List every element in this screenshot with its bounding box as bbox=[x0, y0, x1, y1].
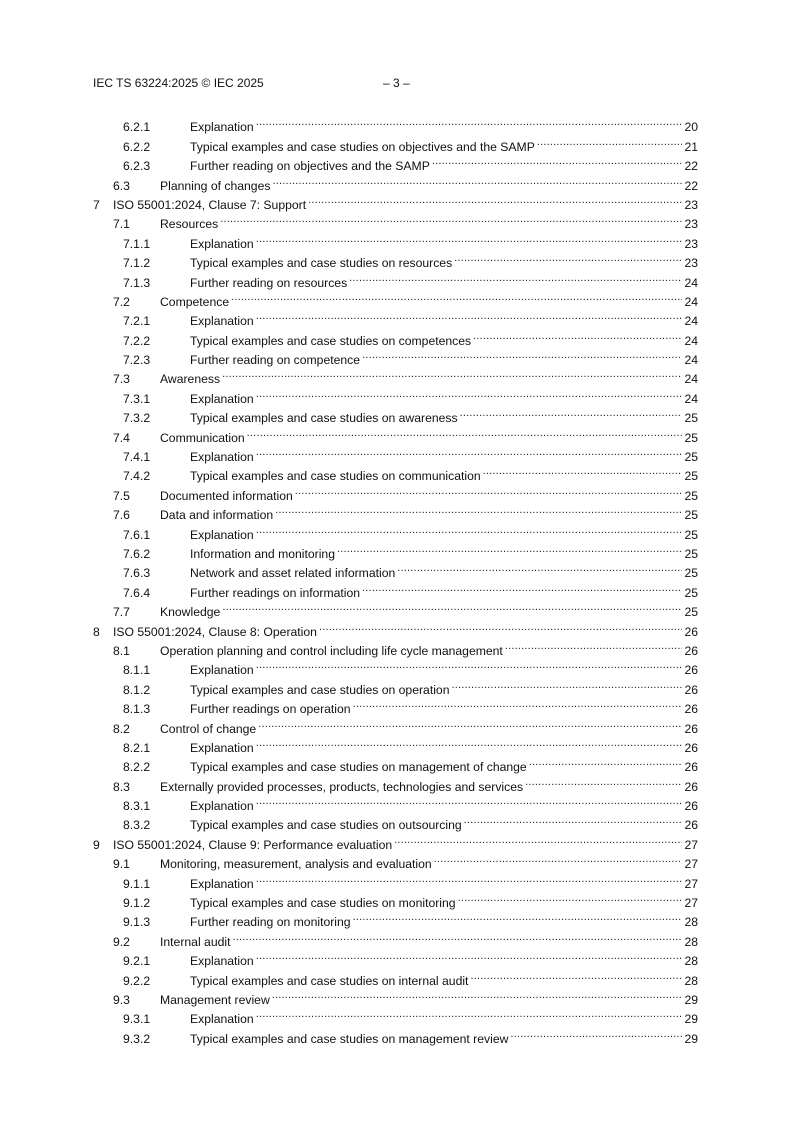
toc-entry-page: 27 bbox=[684, 837, 698, 852]
toc-entry-page: 28 bbox=[684, 934, 698, 949]
toc-entry-title: Knowledge bbox=[160, 605, 221, 620]
toc-entry-title: Information and monitoring bbox=[190, 546, 335, 561]
toc-entry-title: Externally provided processes, products, technologies and services bbox=[160, 779, 524, 794]
toc-leader-dots bbox=[483, 461, 683, 480]
toc-entry-number: 8.3.2 bbox=[123, 818, 151, 833]
toc-entry-title: Further reading on competence bbox=[190, 353, 361, 368]
toc-entry-page: 26 bbox=[684, 702, 698, 717]
toc-entry-title: Typical examples and case studies on competences bbox=[190, 333, 472, 348]
toc-entry-page: 23 bbox=[684, 197, 698, 212]
toc-entry-number: 9.3.1 bbox=[123, 1012, 151, 1027]
toc-entry-title: Further reading on objectives and the SAMP bbox=[190, 159, 430, 174]
toc-entry-title: Explanation bbox=[190, 799, 254, 814]
toc-leader-dots bbox=[222, 597, 682, 616]
toc-leader-dots bbox=[256, 228, 683, 247]
toc-entry-page: 26 bbox=[684, 799, 698, 814]
toc-entry-number: 9.2.2 bbox=[123, 973, 151, 988]
toc-entry-title: Further readings on operation bbox=[190, 702, 351, 717]
toc-entry-number: 7.1.3 bbox=[123, 275, 151, 290]
toc-entry-number: 9.1.3 bbox=[123, 915, 151, 930]
toc-entry-number: 8 bbox=[93, 624, 100, 639]
toc-entry-number: 7.4 bbox=[113, 430, 130, 445]
toc-leader-dots bbox=[349, 267, 682, 286]
toc-entry-number: 7 bbox=[93, 197, 100, 212]
page-number: – 3 – bbox=[383, 76, 410, 90]
toc-entry-title: Explanation bbox=[190, 740, 254, 755]
toc-entry-page: 25 bbox=[684, 508, 698, 523]
toc-leader-dots bbox=[460, 403, 683, 422]
toc-entry-title: Awareness bbox=[160, 372, 221, 387]
toc-entry-number: 9.3.2 bbox=[123, 1031, 151, 1046]
toc-entry-page: 25 bbox=[684, 605, 698, 620]
toc-entry-number: 9 bbox=[93, 837, 100, 852]
toc-entry-number: 7.3.2 bbox=[123, 411, 151, 426]
toc-entry-page: 24 bbox=[684, 353, 698, 368]
toc-entry-page: 23 bbox=[684, 217, 698, 232]
toc-entry-page: 22 bbox=[684, 159, 698, 174]
toc-leader-dots bbox=[529, 752, 683, 771]
toc-leader-dots bbox=[256, 306, 683, 325]
toc-entry-page: 22 bbox=[684, 178, 698, 193]
toc-entry-page: 29 bbox=[684, 1031, 698, 1046]
toc-entry-page: 25 bbox=[684, 411, 698, 426]
toc-entry-title: Internal audit bbox=[160, 934, 231, 949]
toc-entry-number: 8.2.1 bbox=[123, 740, 151, 755]
toc-leader-dots bbox=[275, 500, 682, 519]
toc-leader-dots bbox=[256, 655, 683, 674]
toc-entry-number: 8.2 bbox=[113, 721, 130, 736]
toc-entry-page: 26 bbox=[684, 760, 698, 775]
toc-entry-number: 9.2.1 bbox=[123, 954, 151, 969]
toc-leader-dots bbox=[451, 674, 682, 693]
page-header bbox=[93, 76, 410, 90]
toc-entry-title: Explanation bbox=[190, 527, 254, 542]
toc-entry-title: Competence bbox=[160, 294, 230, 309]
toc-entry-title: ISO 55001:2024, Clause 8: Operation bbox=[113, 624, 317, 639]
toc-entry-number: 9.1 bbox=[113, 857, 130, 872]
toc-entry-number: 7.6.3 bbox=[123, 566, 151, 581]
toc-entry-title: Operation planning and control including life cycle management bbox=[160, 643, 503, 658]
toc-entry-page: 24 bbox=[684, 314, 698, 329]
toc-entry-page: 25 bbox=[684, 469, 698, 484]
toc-leader-dots bbox=[362, 345, 682, 364]
toc-entry-title: Typical examples and case studies on internal audit bbox=[190, 973, 469, 988]
toc-entry-page: 25 bbox=[684, 585, 698, 600]
toc-entry-page: 25 bbox=[684, 546, 698, 561]
toc-entry-page: 28 bbox=[684, 915, 698, 930]
toc-entry-title: Explanation bbox=[190, 450, 254, 465]
toc-leader-dots bbox=[353, 694, 683, 713]
toc-entry-page: 26 bbox=[684, 663, 698, 678]
toc-leader-dots bbox=[353, 907, 683, 926]
toc-leader-dots bbox=[319, 616, 682, 635]
toc-leader-dots bbox=[256, 383, 683, 402]
toc-entry-title: Typical examples and case studies on outsourcing bbox=[190, 818, 462, 833]
toc-entry-title: Explanation bbox=[190, 663, 254, 678]
toc-entry-page: 26 bbox=[684, 643, 698, 658]
toc-entry-title: Further readings on information bbox=[190, 585, 361, 600]
toc-entry-title: Explanation bbox=[190, 120, 254, 135]
toc-leader-dots bbox=[220, 209, 682, 228]
toc-entry-number: 7.2.2 bbox=[123, 333, 151, 348]
toc-entry-number: 8.2.2 bbox=[123, 760, 151, 775]
toc-entry-number: 6.3 bbox=[113, 178, 130, 193]
toc-entry-number: 9.1.1 bbox=[123, 876, 151, 891]
toc-leader-dots bbox=[272, 170, 682, 189]
toc-entry-page: 25 bbox=[684, 566, 698, 581]
toc-entry-number: 7.1.2 bbox=[123, 256, 151, 271]
toc-entry-number: 7.7 bbox=[113, 605, 130, 620]
toc-entry-number: 7.5 bbox=[113, 488, 130, 503]
toc-entry-title: Further reading on monitoring bbox=[190, 915, 351, 930]
toc-entry-number: 9.3 bbox=[113, 992, 130, 1007]
toc-entry-title: Typical examples and case studies on management of change bbox=[190, 760, 527, 775]
toc-entry-number: 7.2 bbox=[113, 294, 130, 309]
toc-entry-number: 7.6.2 bbox=[123, 546, 151, 561]
toc-leader-dots bbox=[454, 248, 682, 267]
toc-entry-page: 26 bbox=[684, 779, 698, 794]
toc-entry-title: Typical examples and case studies on monitoring bbox=[190, 896, 456, 911]
toc-entry-number: 7.6 bbox=[113, 508, 130, 523]
toc-entry-page: 28 bbox=[684, 973, 698, 988]
toc-entry-page: 21 bbox=[684, 139, 698, 154]
toc-leader-dots bbox=[337, 539, 682, 558]
toc-entry-page: 27 bbox=[684, 857, 698, 872]
toc-entry-page: 26 bbox=[684, 682, 698, 697]
toc-entry-page: 29 bbox=[684, 992, 698, 1007]
toc-entry-title: Typical examples and case studies on communication bbox=[190, 469, 481, 484]
toc-entry-title: Explanation bbox=[190, 236, 254, 251]
toc-entry-number: 8.1 bbox=[113, 643, 130, 658]
toc-leader-dots bbox=[434, 849, 683, 868]
toc-entry-number: 7.3.1 bbox=[123, 391, 151, 406]
toc-entry-title: Communication bbox=[160, 430, 245, 445]
toc-entry-title: Typical examples and case studies on operation bbox=[190, 682, 450, 697]
toc-entry-title: Explanation bbox=[190, 391, 254, 406]
toc-entry-title: Typical examples and case studies on resources bbox=[190, 256, 453, 271]
toc-entry-number: 7.6.4 bbox=[123, 585, 151, 600]
toc-leader-dots bbox=[470, 965, 682, 984]
toc-entry-page: 29 bbox=[684, 1012, 698, 1027]
toc-entry-number: 6.2.1 bbox=[123, 120, 151, 135]
toc-entry-page: 25 bbox=[684, 430, 698, 445]
toc-leader-dots bbox=[537, 131, 683, 150]
toc-entry-number: 6.2.3 bbox=[123, 159, 151, 174]
toc-entry-number: 8.3.1 bbox=[123, 799, 151, 814]
toc-leader-dots bbox=[247, 422, 683, 441]
toc-entry-page: 25 bbox=[684, 527, 698, 542]
toc-entry-page: 24 bbox=[684, 333, 698, 348]
toc-entry-title: Network and asset related information bbox=[190, 566, 396, 581]
toc-leader-dots bbox=[258, 713, 682, 732]
toc-entry-number: 8.1.1 bbox=[123, 663, 151, 678]
toc-entry-number: 7.4.1 bbox=[123, 450, 151, 465]
toc-leader-dots bbox=[272, 985, 683, 1004]
toc-entry-number: 6.2.2 bbox=[123, 139, 151, 154]
toc-leader-dots bbox=[464, 810, 683, 829]
toc-leader-dots bbox=[458, 888, 683, 907]
toc-leader-dots bbox=[256, 791, 683, 810]
toc-entry-title: Typical examples and case studies on management review bbox=[190, 1031, 509, 1046]
toc-leader-dots bbox=[308, 190, 682, 209]
toc-entry-title: Typical examples and case studies on objectives and the SAMP bbox=[190, 139, 535, 154]
toc-leader-dots bbox=[256, 1004, 683, 1023]
toc-entry-title: ISO 55001:2024, Clause 7: Support bbox=[113, 197, 307, 212]
toc-entry-number: 7.6.1 bbox=[123, 527, 151, 542]
toc-entry-number: 7.1.1 bbox=[123, 236, 151, 251]
toc-entry-title: Explanation bbox=[190, 314, 254, 329]
toc-leader-dots bbox=[362, 577, 682, 596]
toc-entry-page: 24 bbox=[684, 372, 698, 387]
toc-leader-dots bbox=[256, 868, 683, 887]
toc-entry-page: 26 bbox=[684, 721, 698, 736]
toc-entry-page: 24 bbox=[684, 275, 698, 290]
toc-entry-page: 25 bbox=[684, 450, 698, 465]
toc-entry-page: 27 bbox=[684, 896, 698, 911]
toc-entry-title: Further reading on resources bbox=[190, 275, 348, 290]
toc-entry-title: Data and information bbox=[160, 508, 274, 523]
toc-entry-title: Planning of changes bbox=[160, 178, 271, 193]
table-of-contents bbox=[93, 112, 698, 1046]
toc-leader-dots bbox=[232, 926, 682, 945]
toc-entry-page: 24 bbox=[684, 391, 698, 406]
toc-entry-title: Explanation bbox=[190, 1012, 254, 1027]
toc-entry-page: 23 bbox=[684, 236, 698, 251]
toc-leader-dots bbox=[295, 480, 683, 499]
toc-leader-dots bbox=[256, 946, 683, 965]
toc-leader-dots bbox=[256, 442, 683, 461]
toc-entry[interactable] bbox=[93, 112, 698, 135]
toc-entry-title: Typical examples and case studies on awareness bbox=[190, 411, 458, 426]
toc-leader-dots bbox=[505, 636, 683, 655]
toc-entry-number: 7.2.3 bbox=[123, 353, 151, 368]
toc-leader-dots bbox=[397, 558, 682, 577]
toc-entry-title: Resources bbox=[160, 217, 219, 232]
toc-entry-number: 9.1.2 bbox=[123, 896, 151, 911]
toc-leader-dots bbox=[432, 151, 683, 170]
toc-entry-title: Management review bbox=[160, 992, 270, 1007]
toc-entry-page: 24 bbox=[684, 294, 698, 309]
toc-leader-dots bbox=[256, 112, 683, 131]
toc-entry-number: 8.3 bbox=[113, 779, 130, 794]
toc-leader-dots bbox=[256, 733, 683, 752]
toc-entry-page: 20 bbox=[684, 120, 698, 135]
toc-leader-dots bbox=[473, 325, 682, 344]
toc-entry-title: Documented information bbox=[160, 488, 293, 503]
toc-leader-dots bbox=[222, 364, 682, 383]
standard-reference: IEC TS 63224:2025 © IEC 2025 bbox=[93, 76, 264, 90]
toc-entry-number: 7.2.1 bbox=[123, 314, 151, 329]
toc-entry-page: 28 bbox=[684, 954, 698, 969]
toc-entry-page: 26 bbox=[684, 624, 698, 639]
toc-entry-title: Monitoring, measurement, analysis and evaluation bbox=[160, 857, 432, 872]
toc-entry-number: 7.1 bbox=[113, 217, 130, 232]
toc-entry-number: 9.2 bbox=[113, 934, 130, 949]
toc-leader-dots bbox=[510, 1023, 682, 1042]
toc-leader-dots bbox=[525, 771, 682, 790]
toc-leader-dots bbox=[394, 829, 682, 848]
toc-leader-dots bbox=[231, 287, 682, 306]
toc-entry-page: 26 bbox=[684, 818, 698, 833]
toc-leader-dots bbox=[256, 519, 683, 538]
toc-entry-page: 27 bbox=[684, 876, 698, 891]
toc-entry-page: 23 bbox=[684, 256, 698, 271]
toc-entry-number: 8.1.3 bbox=[123, 702, 151, 717]
toc-entry-number: 7.3 bbox=[113, 372, 130, 387]
toc-entry-number: 8.1.2 bbox=[123, 682, 151, 697]
toc-entry-page: 25 bbox=[684, 488, 698, 503]
toc-entry-title: ISO 55001:2024, Clause 9: Performance evaluation bbox=[113, 837, 393, 852]
toc-entry-title: Explanation bbox=[190, 954, 254, 969]
toc-entry-page: 26 bbox=[684, 740, 698, 755]
toc-entry-title: Explanation bbox=[190, 876, 254, 891]
toc-entry-title: Control of change bbox=[160, 721, 257, 736]
toc-entry-number: 7.4.2 bbox=[123, 469, 151, 484]
